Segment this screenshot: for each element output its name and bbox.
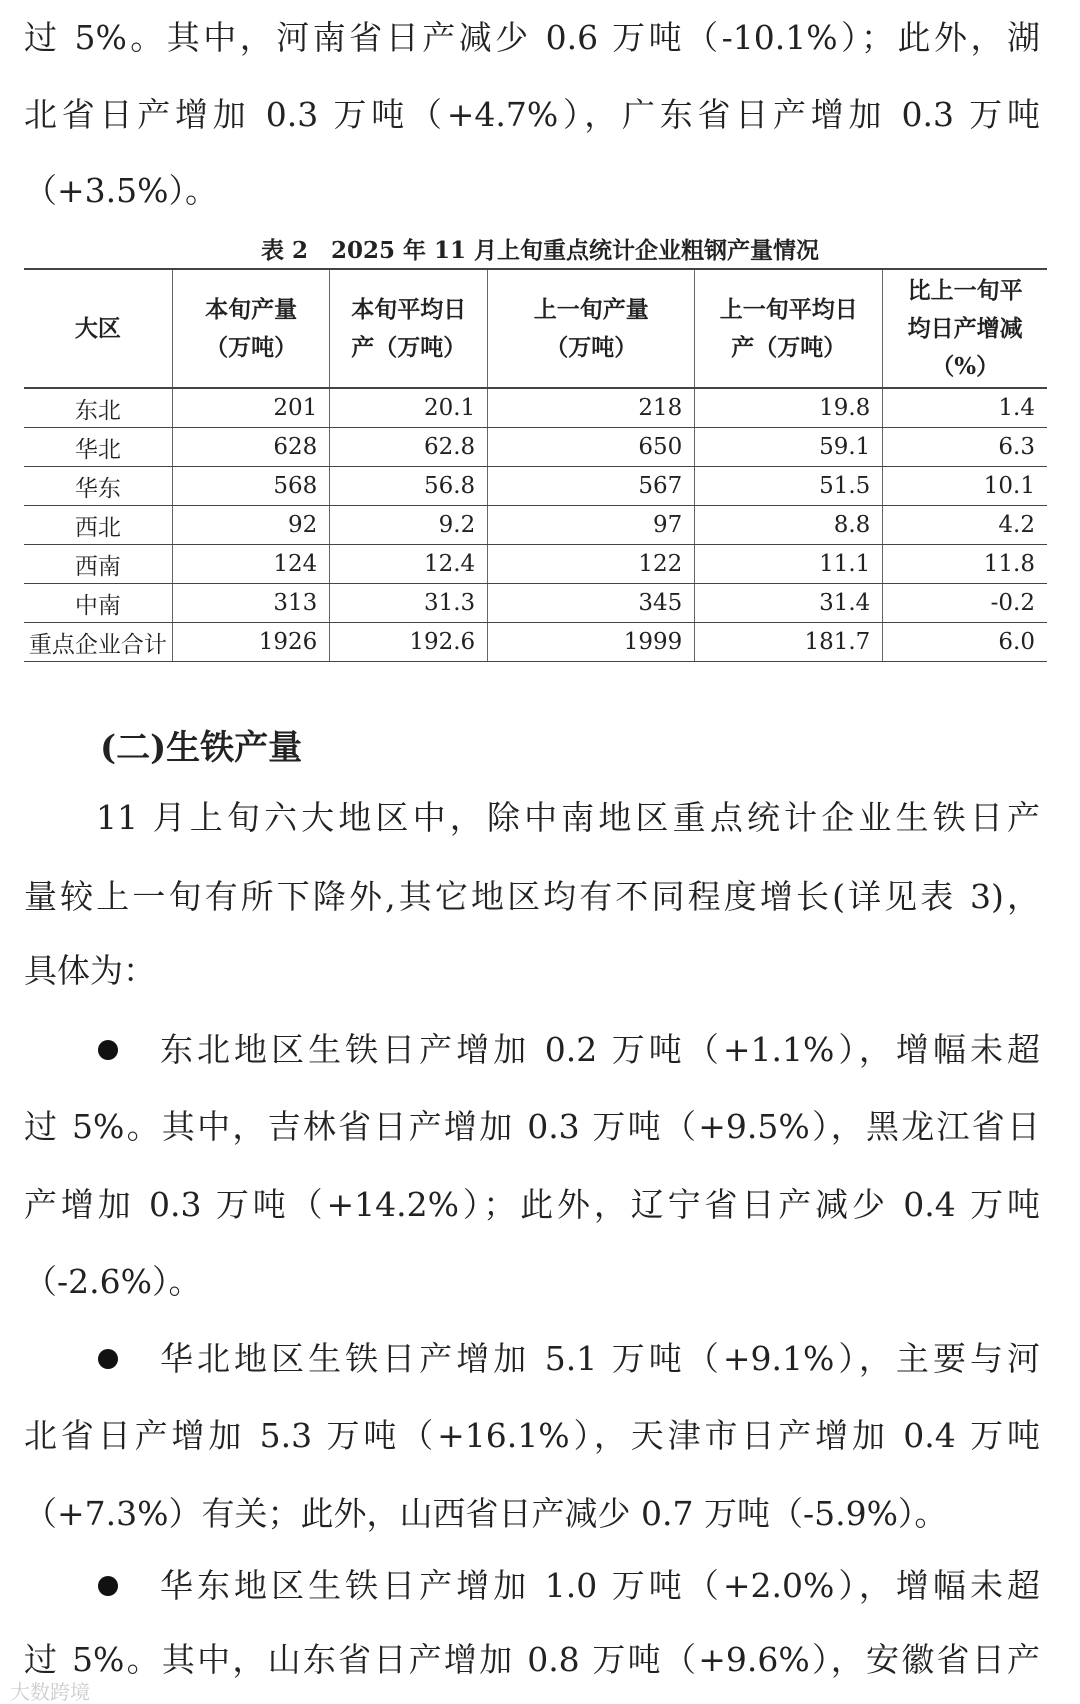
value-cell: -0.2 — [883, 584, 1047, 623]
region-cell: 中南 — [24, 584, 172, 623]
value-cell: 6.0 — [883, 623, 1047, 662]
table-row — [24, 388, 1047, 428]
column-header: 比上一旬平均日产增减（%） — [883, 269, 1047, 388]
region-cell: 华北 — [24, 428, 172, 467]
table-row — [24, 623, 1047, 662]
value-cell: 192.6 — [330, 623, 488, 662]
value-cell: 11.8 — [883, 545, 1047, 584]
text-line: 华北地区生铁日产增加 5.1 万吨（+9.1%），主要与河 — [160, 1339, 1040, 1378]
value-cell: 56.8 — [330, 467, 488, 506]
region-cell: 华东 — [24, 467, 172, 506]
value-cell: 218 — [488, 388, 695, 428]
region-cell: 东北 — [24, 388, 172, 428]
value-cell: 12.4 — [330, 545, 488, 584]
value-cell: 9.2 — [330, 506, 488, 545]
text-line: （+3.5%）。 — [24, 171, 218, 210]
column-header: 上一旬产量（万吨） — [488, 269, 695, 388]
text-line: 过 5%。其中，山东省日产增加 0.8 万吨（+9.6%），安徽省日产 — [24, 1640, 1040, 1679]
section-heading: (二)生铁产量 — [100, 728, 303, 768]
text-line: 11 月上旬六大地区中，除中南地区重点统计企业生铁日产 — [96, 798, 1040, 837]
value-cell: 568 — [172, 467, 329, 506]
value-cell: 62.8 — [330, 428, 488, 467]
value-cell: 10.1 — [883, 467, 1047, 506]
column-header: 本旬产量（万吨） — [172, 269, 329, 388]
value-cell: 1999 — [488, 623, 695, 662]
column-header: 本旬平均日产（万吨） — [330, 269, 488, 388]
text-line: 东北地区生铁日产增加 0.2 万吨（+1.1%），增幅未超 — [160, 1030, 1040, 1069]
region-cell: 西北 — [24, 506, 172, 545]
value-cell: 122 — [488, 545, 695, 584]
value-cell: 6.3 — [883, 428, 1047, 467]
value-cell: 11.1 — [695, 545, 883, 584]
text-line: 北省日产增加 0.3 万吨（+4.7%），广东省日产增加 0.3 万吨 — [24, 95, 1040, 134]
text-line: 产增加 0.3 万吨（+14.2%）；此外，辽宁省日产减少 0.4 万吨 — [24, 1185, 1040, 1224]
value-cell: 181.7 — [695, 623, 883, 662]
value-cell: 20.1 — [330, 388, 488, 428]
text-line: 华东地区生铁日产增加 1.0 万吨（+2.0%），增幅未超 — [160, 1566, 1040, 1605]
column-header: 大区 — [24, 269, 172, 388]
steel-output-table — [24, 268, 1047, 662]
value-cell: 97 — [488, 506, 695, 545]
value-cell: 124 — [172, 545, 329, 584]
value-cell: 4.2 — [883, 506, 1047, 545]
value-cell: 345 — [488, 584, 695, 623]
table-row — [24, 428, 1047, 467]
value-cell: 1.4 — [883, 388, 1047, 428]
value-cell: 59.1 — [695, 428, 883, 467]
text-line: 具体为： — [24, 951, 156, 990]
text-line: 过 5%。其中，河南省日产减少 0.6 万吨（-10.1%）；此外，湖 — [24, 18, 1040, 57]
value-cell: 628 — [172, 428, 329, 467]
bullet-icon — [98, 1040, 118, 1060]
text-line: 过 5%。其中，吉林省日产增加 0.3 万吨（+9.5%），黑龙江省日 — [24, 1107, 1040, 1146]
column-header: 上一旬平均日产（万吨） — [695, 269, 883, 388]
text-line: 北省日产增加 5.3 万吨（+16.1%），天津市日产增加 0.4 万吨 — [24, 1416, 1040, 1455]
value-cell: 19.8 — [695, 388, 883, 428]
bullet-icon — [98, 1349, 118, 1369]
text-line: 量较上一旬有所下降外,其它地区均有不同程度增长(详见表 3)， — [24, 877, 1040, 916]
table-row — [24, 467, 1047, 506]
table-row — [24, 506, 1047, 545]
table-row — [24, 545, 1047, 584]
value-cell: 8.8 — [695, 506, 883, 545]
text-line: （-2.6%）。 — [24, 1262, 202, 1301]
value-cell: 51.5 — [695, 467, 883, 506]
region-cell: 重点企业合计 — [24, 623, 172, 662]
region-cell: 西南 — [24, 545, 172, 584]
table-title: 表 2 2025 年 11 月上旬重点统计企业粗钢产量情况 — [260, 237, 820, 264]
value-cell: 201 — [172, 388, 329, 428]
value-cell: 313 — [172, 584, 329, 623]
value-cell: 567 — [488, 467, 695, 506]
value-cell: 31.4 — [695, 584, 883, 623]
watermark-logo: 大数跨境 — [10, 1680, 90, 1704]
bullet-icon — [98, 1576, 118, 1596]
table-header-row — [24, 269, 1047, 388]
value-cell: 31.3 — [330, 584, 488, 623]
value-cell: 92 — [172, 506, 329, 545]
text-line: （+7.3%）有关；此外，山西省日产减少 0.7 万吨（-5.9%）。 — [24, 1494, 948, 1533]
table-row — [24, 584, 1047, 623]
value-cell: 650 — [488, 428, 695, 467]
value-cell: 1926 — [172, 623, 329, 662]
